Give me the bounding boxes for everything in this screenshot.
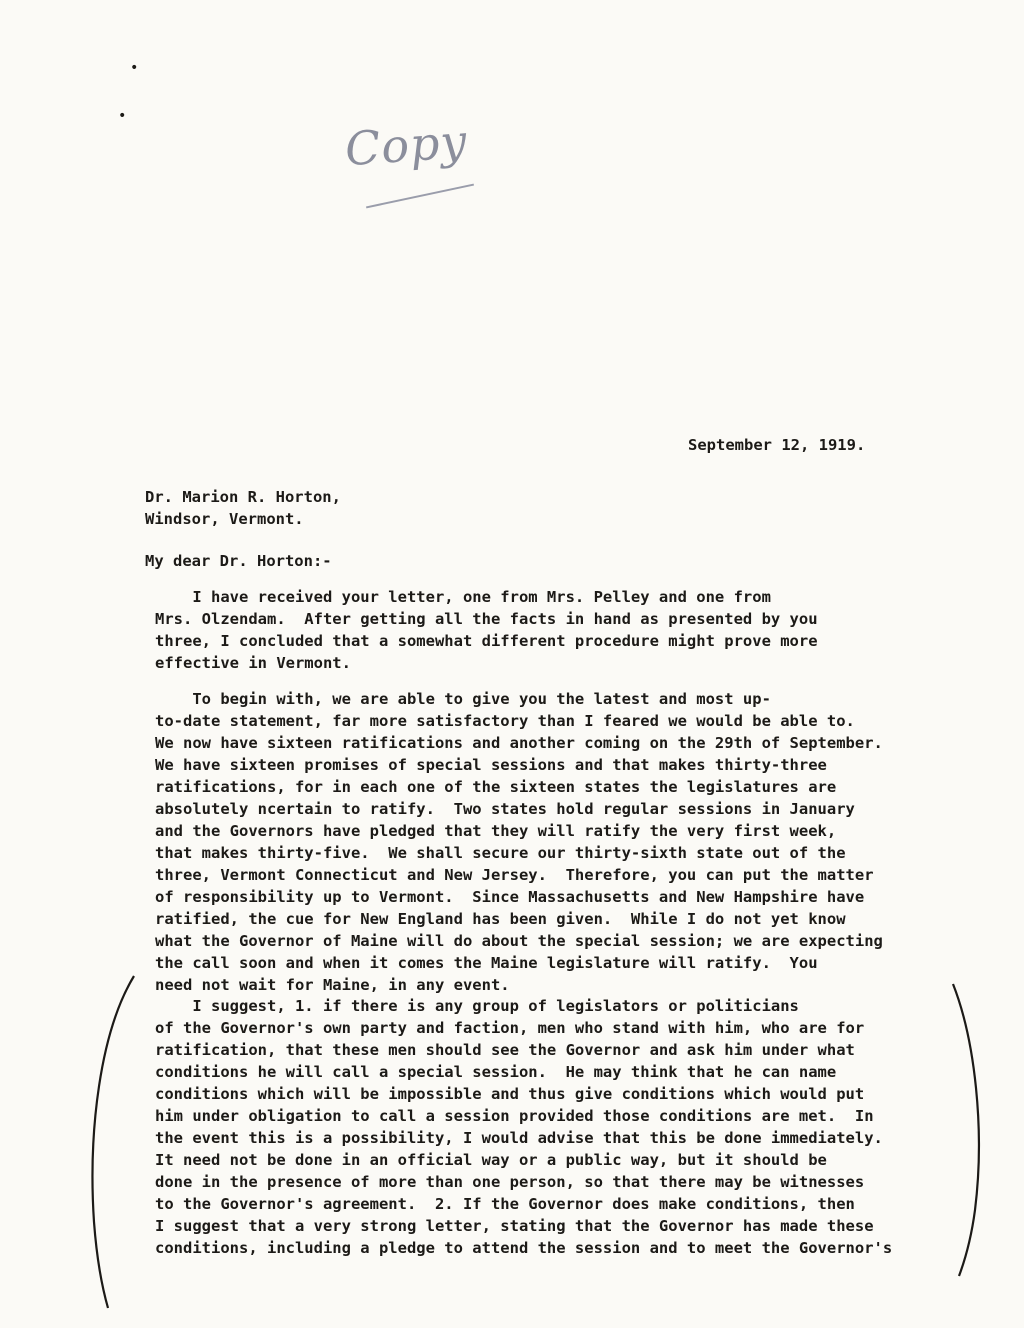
right-bracket-mark xyxy=(945,980,995,1280)
recipient-address xyxy=(145,486,341,530)
recipient-line: Dr. Marion R. Horton, xyxy=(145,488,341,506)
text-line: I suggest, 1. if there is any group of legislators or politicians xyxy=(155,997,799,1015)
ink-speck: • xyxy=(118,108,127,124)
text-line: I have received your letter, one from Mrs. Pelley and one from xyxy=(155,588,771,606)
paragraph-2 xyxy=(155,688,935,996)
text-line: of responsibility up to Vermont. Since Massachusetts and New Hampshire have xyxy=(155,888,865,906)
text-line: done in the presence of more than one person, so that there may be witnesses xyxy=(155,1173,865,1191)
text-line: conditions he will call a special session. He may think that he can name xyxy=(155,1063,837,1081)
text-line: that makes thirty-five. We shall secure our thirty-sixth state out of the xyxy=(155,844,846,862)
text-line: conditions, including a pledge to attend the session and to meet the Governor's xyxy=(155,1239,893,1257)
text-line: To begin with, we are able to give you the latest and most up- xyxy=(155,690,771,708)
text-line: the event this is a possibility, I would advise that this be done immediately. xyxy=(155,1129,883,1147)
text-line: ratified, the cue for New England has been given. While I do not yet know xyxy=(155,910,846,928)
text-line: effective in Vermont. xyxy=(155,654,351,672)
text-line: We now have sixteen ratifications and another coming on the 29th of September. xyxy=(155,734,883,752)
recipient-line: Windsor, Vermont. xyxy=(145,510,304,528)
text-line: of the Governor's own party and faction, men who stand with him, who are for xyxy=(155,1019,865,1037)
text-line: to-date statement, far more satisfactory than I feared we would be able to. xyxy=(155,712,855,730)
text-line: We have sixteen promises of special sessions and that makes thirty-three xyxy=(155,756,827,774)
salutation: My dear Dr. Horton:- xyxy=(145,552,332,570)
left-bracket-mark xyxy=(82,972,142,1312)
text-line: It need not be done in an official way or a public way, but it should be xyxy=(155,1151,827,1169)
handwritten-copy-annotation: Copy xyxy=(343,113,470,177)
letter-date: September 12, 1919. xyxy=(688,436,866,454)
paragraph-3 xyxy=(155,995,935,1259)
text-line: I suggest that a very strong letter, stating that the Governor has made these xyxy=(155,1217,874,1235)
text-line: ratification, that these men should see the Governor and ask him under what xyxy=(155,1041,855,1059)
text-line: him under obligation to call a session provided those conditions are met. In xyxy=(155,1107,874,1125)
text-line: absolutely ncertain to ratify. Two states hold regular sessions in January xyxy=(155,800,855,818)
text-line: three, Vermont Connecticut and New Jersey. Therefore, you can put the matter xyxy=(155,866,874,884)
annotation-underline xyxy=(366,184,474,209)
ink-speck: • xyxy=(130,60,139,76)
text-line: what the Governor of Maine will do about the special session; we are expecting xyxy=(155,932,883,950)
text-line: ratifications, for in each one of the sixteen states the legislatures are xyxy=(155,778,837,796)
text-line: three, I concluded that a somewhat different procedure might prove more xyxy=(155,632,818,650)
paragraph-1 xyxy=(155,586,935,674)
text-line: need not wait for Maine, in any event. xyxy=(155,976,510,994)
text-line: the call soon and when it comes the Maine legislature will ratify. You xyxy=(155,954,818,972)
text-line: to the Governor's agreement. 2. If the Governor does make conditions, then xyxy=(155,1195,855,1213)
text-line: and the Governors have pledged that they will ratify the very first week, xyxy=(155,822,837,840)
text-line: conditions which will be impossible and thus give conditions which would put xyxy=(155,1085,865,1103)
text-line: Mrs. Olzendam. After getting all the facts in hand as presented by you xyxy=(155,610,818,628)
